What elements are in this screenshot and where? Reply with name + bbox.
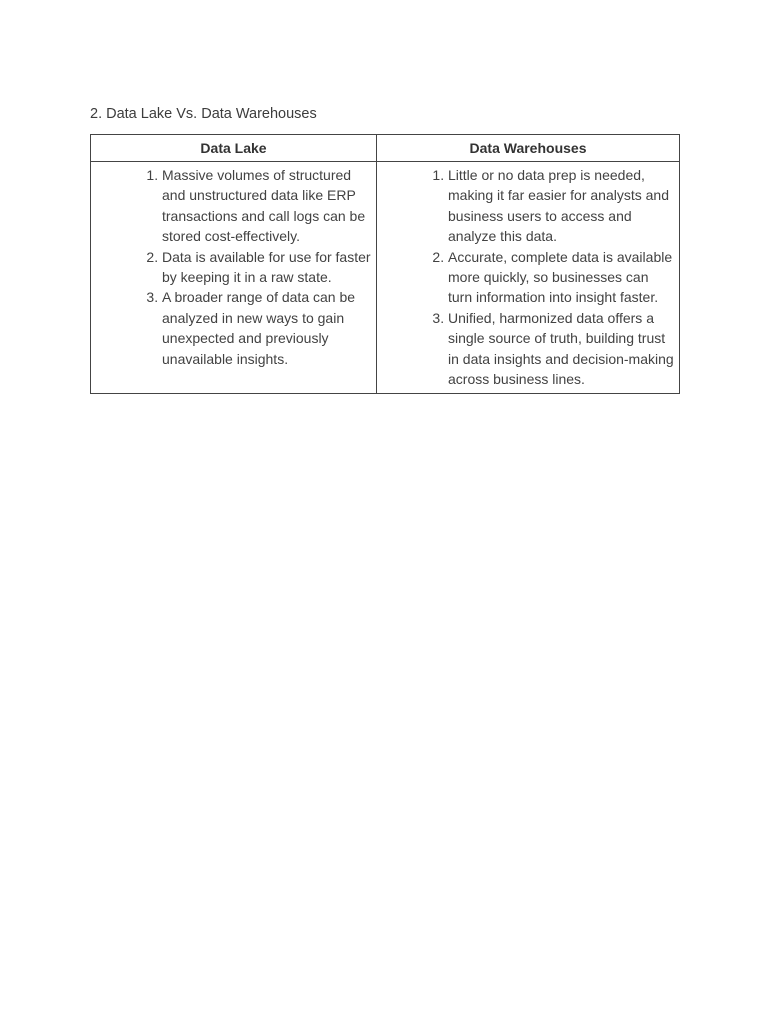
- list-item: 3. Unified, harmonized data offers a single source of truth, building trust in data insights and decision-making across business lines.: [448, 308, 675, 390]
- data-warehouses-list: [377, 165, 675, 389]
- data-lake-cell: [91, 162, 377, 394]
- list-item: 1. Little or no data prep is needed, making it far easier for analysts and business users to access and analyze this data.: [448, 165, 675, 247]
- list-item: 2. Accurate, complete data is available more quickly, so businesses can turn information into insight faster.: [448, 247, 675, 308]
- data-warehouses-cell: [377, 162, 680, 394]
- section-heading: 2. Data Lake Vs. Data Warehouses: [90, 106, 317, 122]
- table-header-row: [91, 135, 680, 162]
- comparison-table: [90, 134, 680, 394]
- list-item: 3. A broader range of data can be analyzed in new ways to gain unexpected and previously unavailable insights.: [162, 287, 372, 369]
- list-item: 1. Massive volumes of structured and unstructured data like ERP transactions and call logs can be stored cost-effectively.: [162, 165, 372, 247]
- list-item: 2. Data is available for use for faster by keeping it in a raw state.: [162, 247, 372, 288]
- data-lake-list: [91, 165, 372, 369]
- column-header-data-warehouses: Data Warehouses: [377, 135, 680, 162]
- column-header-data-lake: Data Lake: [91, 135, 377, 162]
- table-row: [91, 162, 680, 394]
